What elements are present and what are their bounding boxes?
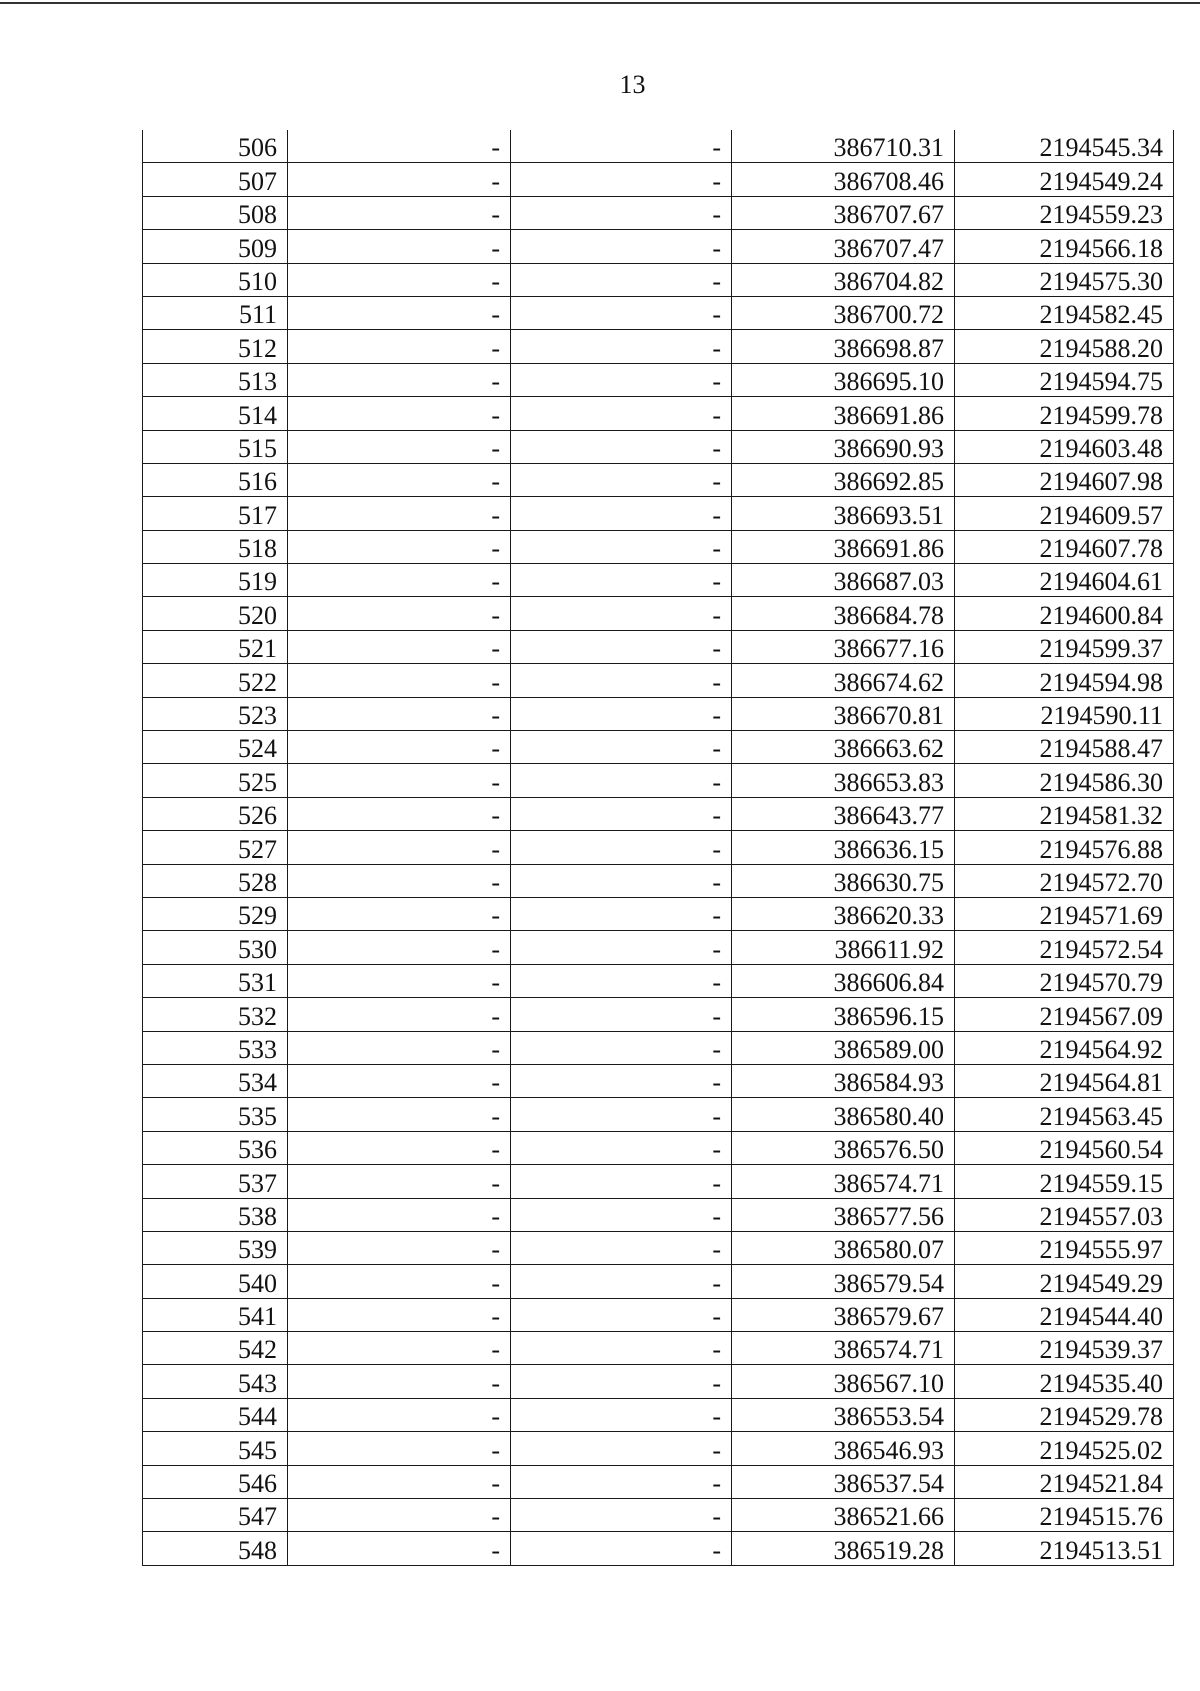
table-row (143, 163, 1174, 196)
table-body (143, 130, 1174, 1565)
column-3-cell: - (511, 230, 732, 263)
y-coordinate-cell: 2194609.57 (955, 497, 1174, 530)
y-coordinate-cell: 2194576.88 (955, 831, 1174, 864)
column-3-cell: - (511, 1499, 732, 1532)
x-coordinate-cell: 386653.83 (732, 764, 955, 797)
x-coordinate-cell: 386606.84 (732, 964, 955, 997)
column-2-cell: - (288, 330, 511, 363)
x-coordinate-cell: 386553.54 (732, 1398, 955, 1431)
y-coordinate-cell: 2194586.30 (955, 764, 1174, 797)
point-number-cell: 541 (143, 1298, 288, 1331)
y-coordinate-cell: 2194557.03 (955, 1198, 1174, 1231)
column-3-cell: - (511, 697, 732, 730)
column-3-cell: - (511, 163, 732, 196)
column-2-cell: - (288, 1432, 511, 1465)
y-coordinate-cell: 2194599.78 (955, 397, 1174, 430)
x-coordinate-cell: 386546.93 (732, 1432, 955, 1465)
table-row (143, 864, 1174, 897)
column-3-cell: - (511, 797, 732, 830)
x-coordinate-cell: 386684.78 (732, 597, 955, 630)
table-row (143, 1265, 1174, 1298)
table-row (143, 296, 1174, 329)
table-row (143, 1231, 1174, 1264)
x-coordinate-cell: 386579.54 (732, 1265, 955, 1298)
x-coordinate-cell: 386695.10 (732, 363, 955, 396)
point-number-cell: 510 (143, 263, 288, 296)
y-coordinate-cell: 2194567.09 (955, 998, 1174, 1031)
coordinates-table (142, 130, 1174, 1566)
x-coordinate-cell: 386630.75 (732, 864, 955, 897)
point-number-cell: 546 (143, 1465, 288, 1498)
x-coordinate-cell: 386690.93 (732, 430, 955, 463)
point-number-cell: 545 (143, 1432, 288, 1465)
x-coordinate-cell: 386687.03 (732, 564, 955, 597)
column-2-cell: - (288, 230, 511, 263)
y-coordinate-cell: 2194594.98 (955, 664, 1174, 697)
y-coordinate-cell: 2194525.02 (955, 1432, 1174, 1465)
table-row (143, 831, 1174, 864)
x-coordinate-cell: 386704.82 (732, 263, 955, 296)
y-coordinate-cell: 2194572.54 (955, 931, 1174, 964)
column-3-cell: - (511, 731, 732, 764)
point-number-cell: 534 (143, 1064, 288, 1097)
y-coordinate-cell: 2194549.24 (955, 163, 1174, 196)
x-coordinate-cell: 386663.62 (732, 731, 955, 764)
column-2-cell: - (288, 263, 511, 296)
column-2-cell: - (288, 1398, 511, 1431)
y-coordinate-cell: 2194600.84 (955, 597, 1174, 630)
column-2-cell: - (288, 363, 511, 396)
column-3-cell: - (511, 330, 732, 363)
table-row (143, 1165, 1174, 1198)
point-number-cell: 525 (143, 764, 288, 797)
column-3-cell: - (511, 998, 732, 1031)
column-2-cell: - (288, 1031, 511, 1064)
x-coordinate-cell: 386698.87 (732, 330, 955, 363)
x-coordinate-cell: 386537.54 (732, 1465, 955, 1498)
column-3-cell: - (511, 463, 732, 496)
point-number-cell: 544 (143, 1398, 288, 1431)
x-coordinate-cell: 386670.81 (732, 697, 955, 730)
point-number-cell: 515 (143, 430, 288, 463)
x-coordinate-cell: 386519.28 (732, 1532, 955, 1565)
scan-edge-line (0, 2, 1200, 4)
column-2-cell: - (288, 931, 511, 964)
column-3-cell: - (511, 1298, 732, 1331)
y-coordinate-cell: 2194515.76 (955, 1499, 1174, 1532)
column-3-cell: - (511, 931, 732, 964)
table-row (143, 1131, 1174, 1164)
column-3-cell: - (511, 130, 732, 163)
column-2-cell: - (288, 497, 511, 530)
table-row (143, 463, 1174, 496)
table-row (143, 764, 1174, 797)
y-coordinate-cell: 2194555.97 (955, 1231, 1174, 1264)
column-2-cell: - (288, 296, 511, 329)
column-2-cell: - (288, 1165, 511, 1198)
point-number-cell: 531 (143, 964, 288, 997)
column-3-cell: - (511, 1332, 732, 1365)
point-number-cell: 538 (143, 1198, 288, 1231)
y-coordinate-cell: 2194599.37 (955, 630, 1174, 663)
column-3-cell: - (511, 430, 732, 463)
table-row (143, 931, 1174, 964)
point-number-cell: 530 (143, 931, 288, 964)
y-coordinate-cell: 2194575.30 (955, 263, 1174, 296)
y-coordinate-cell: 2194560.54 (955, 1131, 1174, 1164)
y-coordinate-cell: 2194581.32 (955, 797, 1174, 830)
column-3-cell: - (511, 831, 732, 864)
y-coordinate-cell: 2194545.34 (955, 130, 1174, 163)
column-2-cell: - (288, 196, 511, 229)
column-2-cell: - (288, 597, 511, 630)
table-row (143, 597, 1174, 630)
column-3-cell: - (511, 296, 732, 329)
table-row (143, 430, 1174, 463)
x-coordinate-cell: 386643.77 (732, 797, 955, 830)
column-3-cell: - (511, 263, 732, 296)
point-number-cell: 518 (143, 530, 288, 563)
table-row (143, 1499, 1174, 1532)
column-2-cell: - (288, 1298, 511, 1331)
y-coordinate-cell: 2194549.29 (955, 1265, 1174, 1298)
column-3-cell: - (511, 597, 732, 630)
column-2-cell: - (288, 764, 511, 797)
point-number-cell: 532 (143, 998, 288, 1031)
x-coordinate-cell: 386580.07 (732, 1231, 955, 1264)
y-coordinate-cell: 2194559.23 (955, 196, 1174, 229)
x-coordinate-cell: 386596.15 (732, 998, 955, 1031)
point-number-cell: 521 (143, 630, 288, 663)
column-2-cell: - (288, 1064, 511, 1097)
column-2-cell: - (288, 1499, 511, 1532)
table-row (143, 564, 1174, 597)
column-2-cell: - (288, 463, 511, 496)
column-2-cell: - (288, 1465, 511, 1498)
table-row (143, 530, 1174, 563)
point-number-cell: 526 (143, 797, 288, 830)
table-row (143, 697, 1174, 730)
point-number-cell: 514 (143, 397, 288, 430)
table-row (143, 1332, 1174, 1365)
point-number-cell: 537 (143, 1165, 288, 1198)
column-2-cell: - (288, 530, 511, 563)
column-3-cell: - (511, 564, 732, 597)
y-coordinate-cell: 2194571.69 (955, 897, 1174, 930)
column-3-cell: - (511, 897, 732, 930)
column-2-cell: - (288, 998, 511, 1031)
table-row (143, 1064, 1174, 1097)
column-3-cell: - (511, 363, 732, 396)
x-coordinate-cell: 386691.86 (732, 530, 955, 563)
column-2-cell: - (288, 864, 511, 897)
column-2-cell: - (288, 797, 511, 830)
column-2-cell: - (288, 664, 511, 697)
point-number-cell: 509 (143, 230, 288, 263)
column-3-cell: - (511, 1198, 732, 1231)
column-2-cell: - (288, 1231, 511, 1264)
y-coordinate-cell: 2194535.40 (955, 1365, 1174, 1398)
column-2-cell: - (288, 564, 511, 597)
y-coordinate-cell: 2194590.11 (955, 697, 1174, 730)
x-coordinate-cell: 386611.92 (732, 931, 955, 964)
column-3-cell: - (511, 1098, 732, 1131)
y-coordinate-cell: 2194564.81 (955, 1064, 1174, 1097)
point-number-cell: 519 (143, 564, 288, 597)
column-3-cell: - (511, 196, 732, 229)
column-3-cell: - (511, 1532, 732, 1565)
column-3-cell: - (511, 1465, 732, 1498)
table-row (143, 1398, 1174, 1431)
point-number-cell: 513 (143, 363, 288, 396)
point-number-cell: 529 (143, 897, 288, 930)
y-coordinate-cell: 2194539.37 (955, 1332, 1174, 1365)
table-row (143, 497, 1174, 530)
x-coordinate-cell: 386620.33 (732, 897, 955, 930)
column-3-cell: - (511, 764, 732, 797)
table-row (143, 1198, 1174, 1231)
table-row (143, 664, 1174, 697)
x-coordinate-cell: 386693.51 (732, 497, 955, 530)
point-number-cell: 539 (143, 1231, 288, 1264)
table-row (143, 998, 1174, 1031)
point-number-cell: 542 (143, 1332, 288, 1365)
point-number-cell: 533 (143, 1031, 288, 1064)
column-3-cell: - (511, 864, 732, 897)
table-row (143, 196, 1174, 229)
y-coordinate-cell: 2194603.48 (955, 430, 1174, 463)
y-coordinate-cell: 2194604.61 (955, 564, 1174, 597)
column-3-cell: - (511, 1365, 732, 1398)
column-2-cell: - (288, 1332, 511, 1365)
x-coordinate-cell: 386636.15 (732, 831, 955, 864)
point-number-cell: 524 (143, 731, 288, 764)
column-2-cell: - (288, 163, 511, 196)
point-number-cell: 540 (143, 1265, 288, 1298)
table-row (143, 1465, 1174, 1498)
column-2-cell: - (288, 964, 511, 997)
column-2-cell: - (288, 697, 511, 730)
x-coordinate-cell: 386574.71 (732, 1332, 955, 1365)
x-coordinate-cell: 386707.47 (732, 230, 955, 263)
y-coordinate-cell: 2194544.40 (955, 1298, 1174, 1331)
point-number-cell: 527 (143, 831, 288, 864)
table-row (143, 630, 1174, 663)
column-3-cell: - (511, 497, 732, 530)
table-row (143, 964, 1174, 997)
table-row (143, 230, 1174, 263)
x-coordinate-cell: 386589.00 (732, 1031, 955, 1064)
y-coordinate-cell: 2194594.75 (955, 363, 1174, 396)
y-coordinate-cell: 2194566.18 (955, 230, 1174, 263)
y-coordinate-cell: 2194572.70 (955, 864, 1174, 897)
point-number-cell: 511 (143, 296, 288, 329)
point-number-cell: 522 (143, 664, 288, 697)
table-row (143, 731, 1174, 764)
point-number-cell: 528 (143, 864, 288, 897)
column-3-cell: - (511, 1231, 732, 1264)
x-coordinate-cell: 386707.67 (732, 196, 955, 229)
y-coordinate-cell: 2194521.84 (955, 1465, 1174, 1498)
column-2-cell: - (288, 1198, 511, 1231)
point-number-cell: 520 (143, 597, 288, 630)
x-coordinate-cell: 386577.56 (732, 1198, 955, 1231)
table-row (143, 1098, 1174, 1131)
point-number-cell: 508 (143, 196, 288, 229)
point-number-cell: 516 (143, 463, 288, 496)
column-2-cell: - (288, 1098, 511, 1131)
x-coordinate-cell: 386521.66 (732, 1499, 955, 1532)
y-coordinate-cell: 2194563.45 (955, 1098, 1174, 1131)
y-coordinate-cell: 2194607.98 (955, 463, 1174, 496)
column-3-cell: - (511, 530, 732, 563)
table-row (143, 1365, 1174, 1398)
table-row (143, 330, 1174, 363)
column-2-cell: - (288, 430, 511, 463)
y-coordinate-cell: 2194564.92 (955, 1031, 1174, 1064)
x-coordinate-cell: 386691.86 (732, 397, 955, 430)
x-coordinate-cell: 386674.62 (732, 664, 955, 697)
table-row (143, 263, 1174, 296)
table-row (143, 1031, 1174, 1064)
column-2-cell: - (288, 897, 511, 930)
point-number-cell: 517 (143, 497, 288, 530)
x-coordinate-cell: 386708.46 (732, 163, 955, 196)
y-coordinate-cell: 2194513.51 (955, 1532, 1174, 1565)
point-number-cell: 512 (143, 330, 288, 363)
column-3-cell: - (511, 964, 732, 997)
table-row (143, 1532, 1174, 1565)
column-2-cell: - (288, 130, 511, 163)
y-coordinate-cell: 2194570.79 (955, 964, 1174, 997)
y-coordinate-cell: 2194588.47 (955, 731, 1174, 764)
column-3-cell: - (511, 664, 732, 697)
column-2-cell: - (288, 630, 511, 663)
column-3-cell: - (511, 1064, 732, 1097)
page-number: 13 (619, 70, 646, 99)
column-3-cell: - (511, 630, 732, 663)
column-2-cell: - (288, 831, 511, 864)
x-coordinate-cell: 386700.72 (732, 296, 955, 329)
table-row (143, 363, 1174, 396)
x-coordinate-cell: 386576.50 (732, 1131, 955, 1164)
y-coordinate-cell: 2194607.78 (955, 530, 1174, 563)
point-number-cell: 547 (143, 1499, 288, 1532)
column-2-cell: - (288, 397, 511, 430)
y-coordinate-cell: 2194529.78 (955, 1398, 1174, 1431)
table-row (143, 397, 1174, 430)
y-coordinate-cell: 2194582.45 (955, 296, 1174, 329)
column-3-cell: - (511, 1398, 732, 1431)
point-number-cell: 507 (143, 163, 288, 196)
point-number-cell: 548 (143, 1532, 288, 1565)
point-number-cell: 536 (143, 1131, 288, 1164)
x-coordinate-cell: 386692.85 (732, 463, 955, 496)
table-row (143, 130, 1174, 163)
x-coordinate-cell: 386677.16 (732, 630, 955, 663)
table-row (143, 797, 1174, 830)
x-coordinate-cell: 386584.93 (732, 1064, 955, 1097)
column-3-cell: - (511, 1265, 732, 1298)
x-coordinate-cell: 386574.71 (732, 1165, 955, 1198)
column-2-cell: - (288, 1131, 511, 1164)
column-2-cell: - (288, 731, 511, 764)
x-coordinate-cell: 386710.31 (732, 130, 955, 163)
table-row (143, 1432, 1174, 1465)
column-3-cell: - (511, 397, 732, 430)
column-2-cell: - (288, 1532, 511, 1565)
column-3-cell: - (511, 1031, 732, 1064)
point-number-cell: 523 (143, 697, 288, 730)
column-2-cell: - (288, 1265, 511, 1298)
column-3-cell: - (511, 1432, 732, 1465)
column-3-cell: - (511, 1131, 732, 1164)
x-coordinate-cell: 386580.40 (732, 1098, 955, 1131)
x-coordinate-cell: 386579.67 (732, 1298, 955, 1331)
table-row (143, 1298, 1174, 1331)
point-number-cell: 543 (143, 1365, 288, 1398)
y-coordinate-cell: 2194559.15 (955, 1165, 1174, 1198)
column-3-cell: - (511, 1165, 732, 1198)
x-coordinate-cell: 386567.10 (732, 1365, 955, 1398)
point-number-cell: 535 (143, 1098, 288, 1131)
column-2-cell: - (288, 1365, 511, 1398)
table-row (143, 897, 1174, 930)
point-number-cell: 506 (143, 130, 288, 163)
y-coordinate-cell: 2194588.20 (955, 330, 1174, 363)
